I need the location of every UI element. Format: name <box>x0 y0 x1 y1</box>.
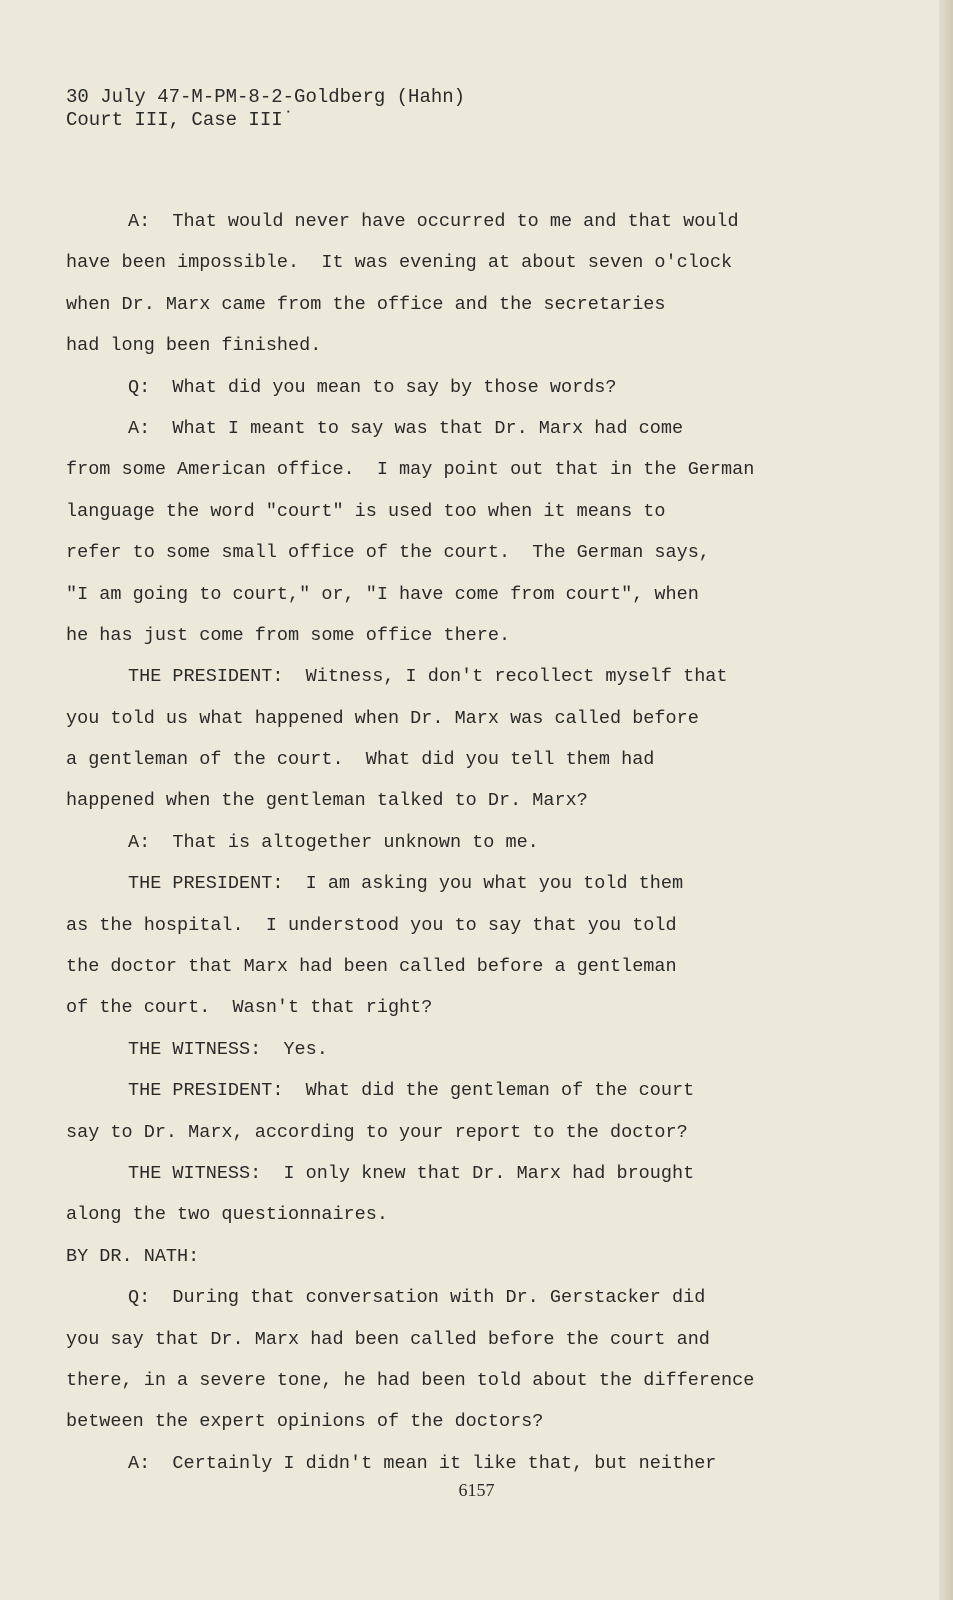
transcript-line: have been impossible. It was evening at about seven o'clock <box>66 252 733 274</box>
transcript-line: you told us what happened when Dr. Marx was called before <box>66 707 699 729</box>
transcript-line: Q: During that conversation with Dr. Gerstacker did <box>128 1287 706 1309</box>
transcript-line: say to Dr. Marx, according to your report to the doctor? <box>66 1121 688 1143</box>
transcript-line: A: What I meant to say was that Dr. Marx had come <box>128 417 684 439</box>
transcript-line: he has just come from some office there. <box>66 624 511 646</box>
page-number: 6157 <box>458 1480 495 1500</box>
transcript-line: happened when the gentleman talked to Dr. Marx? <box>66 790 588 812</box>
transcript-line: THE PRESIDENT: What did the gentleman of the court <box>128 1080 695 1102</box>
transcript-line: "I am going to court," or, "I have come from court", when <box>66 583 699 605</box>
transcript-line: between the expert opinions of the doctors? <box>66 1411 544 1433</box>
transcript-line: refer to some small office of the court. The German says, <box>66 542 710 564</box>
transcript-line: had long been finished. <box>66 335 322 357</box>
page-edge <box>939 0 953 1600</box>
transcript-line: THE PRESIDENT: I am asking you what you told them <box>128 873 684 895</box>
transcript-line: you say that Dr. Marx had been called before the court and <box>66 1328 710 1350</box>
header-date-line: 30 July 47-M-PM-8-2-Goldberg (Hahn) <box>66 86 466 108</box>
transcript-line: THE WITNESS: Yes. <box>128 1038 328 1060</box>
transcript-line: when Dr. Marx came from the office and the secretaries <box>66 293 666 315</box>
transcript-line: Q: What did you mean to say by those words? <box>128 376 617 398</box>
transcript-line: A: That would never have occurred to me and that would <box>128 211 739 232</box>
transcript-body <box>66 201 896 1484</box>
transcript-line: BY DR. NATH: <box>66 1245 200 1267</box>
transcript-line: language the word "court" is used too when it means to <box>66 500 666 522</box>
document-header <box>66 86 465 132</box>
transcript-line: from some American office. I may point out that in the German <box>66 459 755 481</box>
transcript-line: a gentleman of the court. What did you tell them had <box>66 749 655 771</box>
transcript-line: as the hospital. I understood you to say that you told <box>66 914 677 936</box>
transcript-line: THE WITNESS: I only knew that Dr. Marx had brought <box>128 1162 695 1184</box>
transcript-line: THE PRESIDENT: Witness, I don't recollect myself that <box>128 666 728 688</box>
transcript-line: along the two questionnaires. <box>66 1204 388 1226</box>
transcript-line: the doctor that Marx had been called before a gentleman <box>66 956 677 978</box>
transcript-line: A: Certainly I didn't mean it like that, but neither <box>128 1452 717 1474</box>
transcript-line: there, in a severe tone, he had been told about the difference <box>66 1369 755 1391</box>
transcript-line: of the court. Wasn't that right? <box>66 997 433 1019</box>
header-court-line: Court III, Case III˙ <box>66 109 295 131</box>
transcript-line: A: That is altogether unknown to me. <box>128 831 539 853</box>
